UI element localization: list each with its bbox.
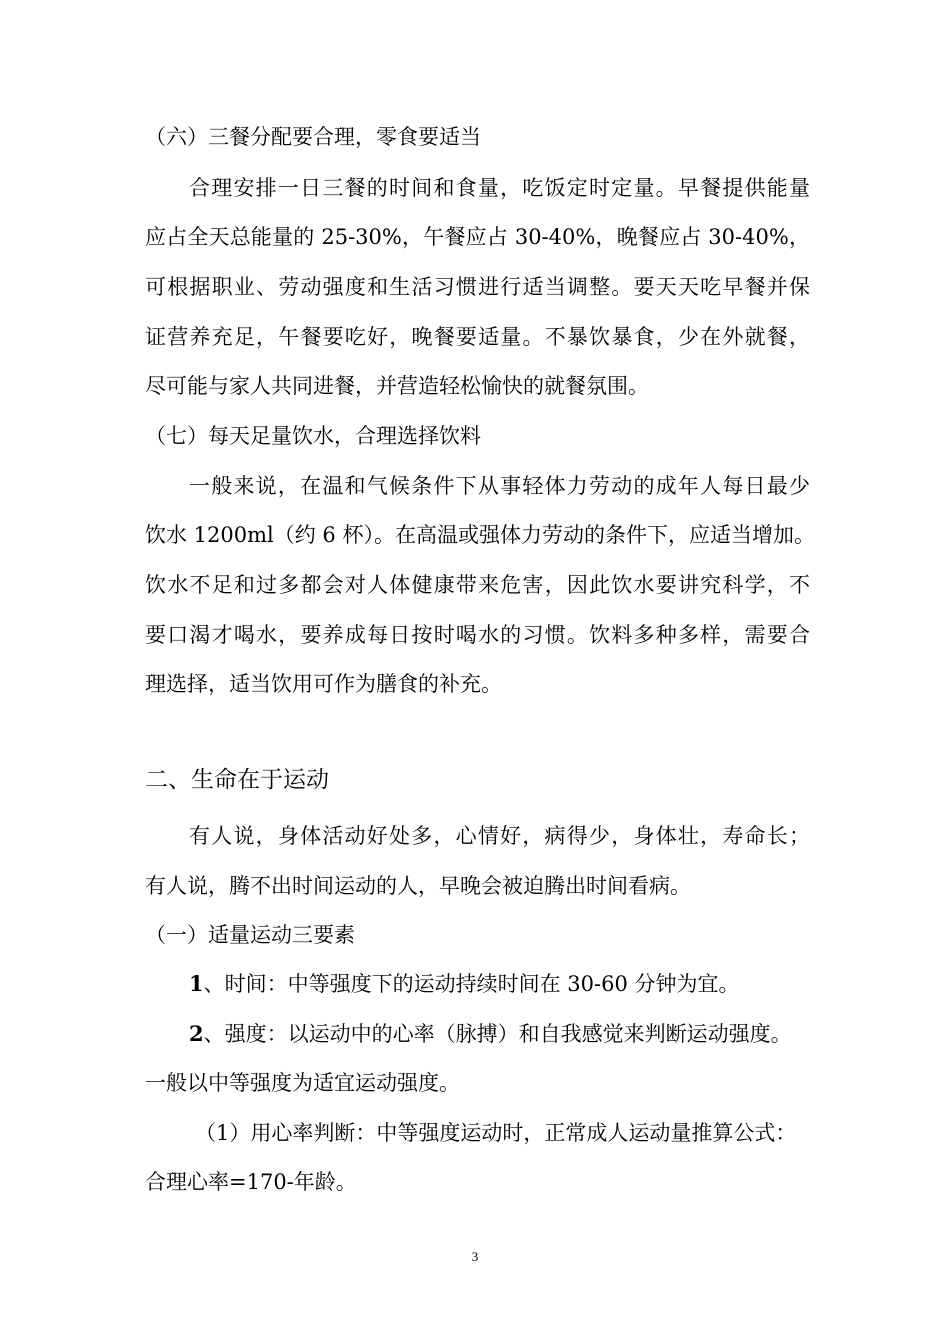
section-heading-one: （一）适量运动三要素 [145, 923, 355, 947]
paragraph-line: 饮水 1200ml（约 6 杯）。在高温或强体力劳动的条件下，应适当增加。 [145, 523, 815, 547]
paragraph-line: 有人说，身体活动好处多，心情好，病得少，身体壮，寿命长； [189, 824, 810, 848]
list-item-text: 、时间：中等强度下的运动持续时间在 30-60 分钟为宜。 [203, 972, 740, 996]
list-item-text: 、强度：以运动中的心率（脉搏）和自我感觉来判断运动强度。 [203, 1022, 792, 1046]
section-heading-six: （六）三餐分配要合理，零食要适当 [145, 125, 481, 149]
chapter-heading: 二、生命在于运动 [145, 767, 329, 793]
paragraph-line: 要口渴才喝水，要养成每日按时喝水的习惯。饮料多种多样，需要合 [145, 623, 810, 647]
paragraph-line: 理选择，适当饮用可作为膳食的补充。 [145, 672, 502, 696]
paragraph-line: 有人说，腾不出时间运动的人，早晚会被迫腾出时间看病。 [145, 874, 691, 898]
paragraph-line: 一般以中等强度为适宜运动强度。 [145, 1071, 460, 1095]
paragraph-line: 应占全天总能量的 25-30%，午餐应占 30-40%，晚餐应占 30-40%， [145, 225, 810, 249]
page-number: 3 [471, 1249, 479, 1264]
list-number: 1 [189, 971, 204, 996]
paragraph-line: 饮水不足和过多都会对人体健康带来危害，因此饮水要讲究科学，不 [145, 573, 810, 597]
list-item-intensity [189, 1019, 810, 1049]
paragraph-line: （1）用心率判断：中等强度运动时，正常成人运动量推算公式： [195, 1121, 797, 1145]
section-heading-seven: （七）每天足量饮水，合理选择饮料 [145, 424, 481, 448]
paragraph-line: 一般来说，在温和气候条件下从事轻体力劳动的成年人每日最少 [189, 474, 810, 498]
paragraph-line: 合理安排一日三餐的时间和食量，吃饭定时定量。早餐提供能量 [189, 176, 810, 200]
list-number: 2 [189, 1021, 204, 1046]
paragraph-line: 可根据职业、劳动强度和生活习惯进行适当调整。要天天吃早餐并保 [145, 275, 810, 299]
paragraph-line: 合理心率=170-年龄。 [145, 1170, 357, 1194]
paragraph-line: 证营养充足，午餐要吃好，晚餐要适量。不暴饮暴食，少在外就餐， [145, 325, 810, 349]
paragraph-line: 尽可能与家人共同进餐，并营造轻松愉快的就餐氛围。 [145, 374, 649, 398]
list-item-time [189, 969, 810, 999]
